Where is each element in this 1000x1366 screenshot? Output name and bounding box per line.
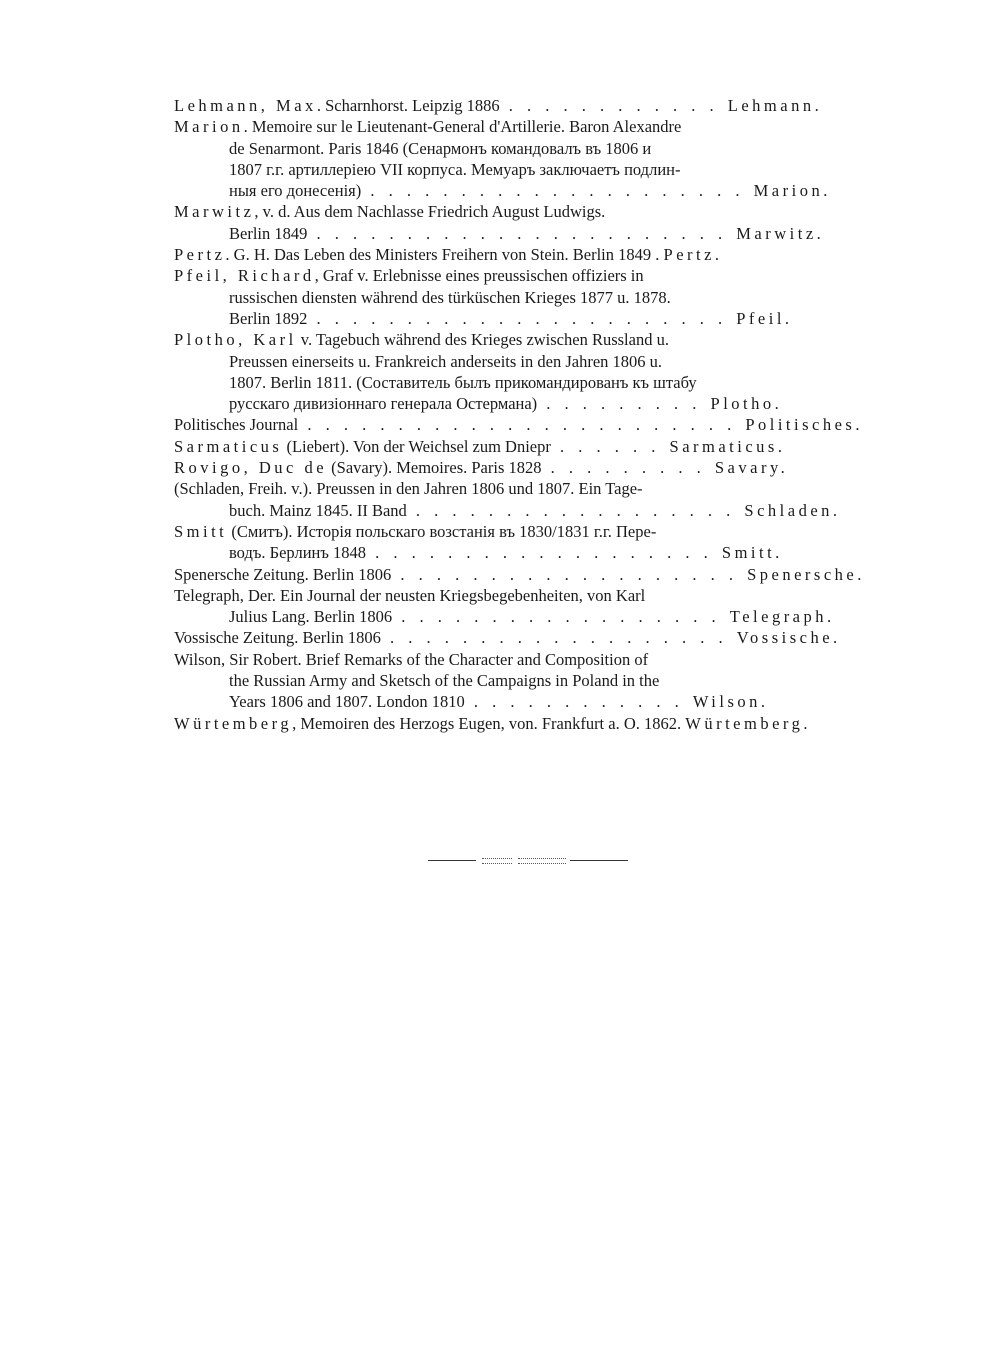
spaced-name: Marion. [753, 181, 831, 201]
entry-first-line [174, 478, 864, 499]
spaced-name: Telegraph. [729, 607, 835, 627]
spaced-name: Marwitz [174, 202, 255, 222]
leader-dots: . . . . . . . . . . . . . . . . . . [392, 607, 730, 627]
entry-text: v. Tagebuch während des Krieges zwischen Russland u. [296, 330, 669, 350]
entry-continuation-line [174, 372, 864, 393]
entry-first-line [174, 564, 864, 585]
leader-dots: . . . . . . . . . . . . . . . . . . . . . . . . [298, 415, 746, 435]
bibliography-entry [174, 564, 864, 585]
spaced-name: Marion [174, 117, 244, 137]
spaced-name: Pertz [174, 245, 226, 265]
entry-continuation-line [174, 393, 864, 414]
bibliography-entry [174, 521, 864, 564]
spaced-name: Lehmann. [727, 96, 823, 115]
leader-dots: . . . . . . . . . . . . . . . . . . . [380, 628, 737, 648]
leader-dots: . . . . . . [550, 436, 670, 456]
bibliography-entry [174, 329, 864, 414]
leader-dots: . . . . . . . . . . . . . . . . . . . . . . . [307, 308, 737, 328]
leader-dots: . . . . . . . . . . . . [464, 692, 693, 712]
entry-continuation-line [174, 138, 864, 159]
entry-text: Years 1806 and 1807. London 1810 [229, 692, 465, 712]
entry-text: buch. Mainz 1845. II Band [229, 500, 407, 520]
bibliography-entry [174, 713, 864, 734]
entry-continuation-line [174, 180, 864, 201]
end-ornament [428, 858, 628, 864]
entry-text: ныя его донесенія) [229, 181, 362, 201]
bibliography-entry [174, 457, 864, 478]
leader-dots: . . . . . . . . . . . . . . . . . . [406, 500, 745, 520]
entry-continuation-line [174, 606, 864, 627]
entry-continuation-line [174, 542, 864, 563]
entry-text: . Scharnhorst. Leipzig 1886 [316, 96, 500, 115]
entry-first-line [174, 436, 864, 457]
spaced-name: Smitt [174, 521, 228, 541]
spaced-name: Smitt. [721, 543, 783, 563]
entry-first-line [174, 95, 864, 116]
bibliography-entry [174, 627, 864, 648]
spaced-name: Spenersche. [747, 564, 865, 584]
entry-first-line [174, 713, 864, 734]
entry-text: Wilson, Sir Robert. Brief Remarks of the Character and Composition of [174, 649, 649, 669]
spaced-name: Sarmaticus [174, 436, 283, 456]
entry-text: Politisches Journal [174, 415, 299, 435]
entry-continuation-line [174, 691, 864, 712]
entry-first-line [174, 414, 864, 435]
entry-text: russischen diensten während des türküschen Krieges 1877 u. 1878. [229, 287, 671, 307]
entry-text: (Liebert). Von der Weichsel zum Dniepr [282, 436, 551, 456]
leader-dots: . . . . . . . . . [541, 458, 715, 478]
entry-text: (Schladen, Freih. v.). Preussen in den Jahren 1806 und 1807. Ein Tage- [174, 479, 643, 499]
entry-first-line [174, 585, 864, 606]
entry-first-line [174, 265, 864, 286]
entry-first-line [174, 649, 864, 670]
entry-text: , v. d. Aus dem Nachlasse Friedrich August Ludwigs. [254, 202, 606, 222]
spaced-name: Würtemberg [174, 713, 293, 733]
leader-dots: . . . . . . . . . [537, 394, 711, 414]
leader-dots: . . . . . . . . . . . . . . . . . . . [366, 543, 722, 563]
entry-text: водъ. Берлинъ 1848 [229, 543, 367, 563]
spaced-name: Plotho. [710, 394, 783, 414]
bibliography-entry [174, 201, 864, 244]
bibliography-entry [174, 585, 864, 628]
entry-continuation-line [174, 500, 864, 521]
spaced-name: Savary. [714, 458, 789, 478]
entry-text: (Смитъ). Исторія польскаго возстанія въ 1830/1831 г.г. Пере- [227, 521, 657, 541]
entry-continuation-line [174, 287, 864, 308]
entry-text: de Senarmont. Paris 1846 (Сенармонъ командовалъ въ 1806 и [229, 138, 652, 158]
spaced-name: Pertz. [663, 245, 723, 265]
entry-text: Preussen einerseits u. Frankreich anderseits in den Jahren 1806 u. [229, 351, 663, 371]
leader-dots: . . . . . . . . . . . . . . . . . . . [391, 564, 748, 584]
entry-text: (Savary). Memoires. Paris 1828 [327, 458, 542, 478]
bibliography-entry [174, 436, 864, 457]
entry-first-line [174, 521, 864, 542]
spaced-name: Lehmann, Max [174, 96, 317, 115]
entry-continuation-line [174, 670, 864, 691]
leader-dots: . . . . . . . . . . . . [499, 96, 728, 115]
entry-text: Julius Lang. Berlin 1806 [229, 607, 393, 627]
entry-continuation-line [174, 308, 864, 329]
bibliography-list [174, 95, 864, 734]
entry-text: Spenersche Zeitung. Berlin 1806 [174, 564, 392, 584]
entry-first-line [174, 201, 864, 222]
spaced-name: Pfeil, Richard [174, 266, 315, 286]
entry-text: русскаго дивизіоннаго генерала Остермана) [229, 394, 538, 414]
spaced-name: Politisches. [745, 415, 863, 435]
entry-text: . G. H. Das Leben des Ministers Freihern von Stein. Berlin 1849 . [225, 245, 664, 265]
entry-text: Berlin 1849 [229, 223, 308, 243]
leader-dots: . . . . . . . . . . . . . . . . . . . . . [361, 181, 754, 201]
entry-continuation-line [174, 223, 864, 244]
entry-text: Telegraph, Der. Ein Journal der neusten Kriegsbegebenheiten, von Karl [174, 585, 646, 605]
bibliography-entry [174, 649, 864, 713]
entry-first-line [174, 116, 864, 137]
entry-text: . Memoire sur le Lieutenant-General d'Artillerie. Baron Alexandre [243, 117, 682, 137]
entry-text: , Memoiren des Herzogs Eugen, von. Frankfurt a. O. 1862. [292, 713, 686, 733]
bibliography-entry [174, 244, 864, 265]
entry-text: Berlin 1892 [229, 308, 308, 328]
spaced-name: Rovigo, Duc de [174, 458, 328, 478]
entry-continuation-line [174, 351, 864, 372]
entry-text: 1807 г.г. артиллеріею VII корпуса. Мемуаръ заключаетъ подлин- [229, 159, 681, 179]
entry-first-line [174, 457, 864, 478]
bibliography-entry [174, 265, 864, 329]
bibliography-entry [174, 116, 864, 201]
entry-text: Vossische Zeitung. Berlin 1806 [174, 628, 381, 648]
spaced-name: Vossische. [736, 628, 841, 648]
spaced-name: Würtemberg. [685, 713, 811, 733]
bibliography-entry [174, 95, 864, 116]
entry-text: the Russian Army and Sketsch of the Campaigns in Poland in the [229, 671, 660, 691]
spaced-name: Marwitz. [736, 223, 825, 243]
bibliography-entry [174, 478, 864, 521]
entry-first-line [174, 627, 864, 648]
entry-text: , Graf v. Erlebnisse eines preussischen offiziers in [314, 266, 644, 286]
spaced-name: Wilson. [692, 692, 769, 712]
spaced-name: Plotho, Karl [174, 330, 297, 350]
spaced-name: Pfeil. [736, 308, 793, 328]
bibliography-entry [174, 414, 864, 435]
leader-dots: . . . . . . . . . . . . . . . . . . . . . . . [307, 223, 737, 243]
spaced-name: Schladen. [744, 500, 841, 520]
entry-continuation-line [174, 159, 864, 180]
entry-first-line [174, 244, 864, 265]
spaced-name: Sarmaticus. [669, 436, 786, 456]
entry-text: 1807. Berlin 1811. (Составитель былъ прикомандированъ къ штабу [229, 372, 697, 392]
entry-first-line [174, 329, 864, 350]
